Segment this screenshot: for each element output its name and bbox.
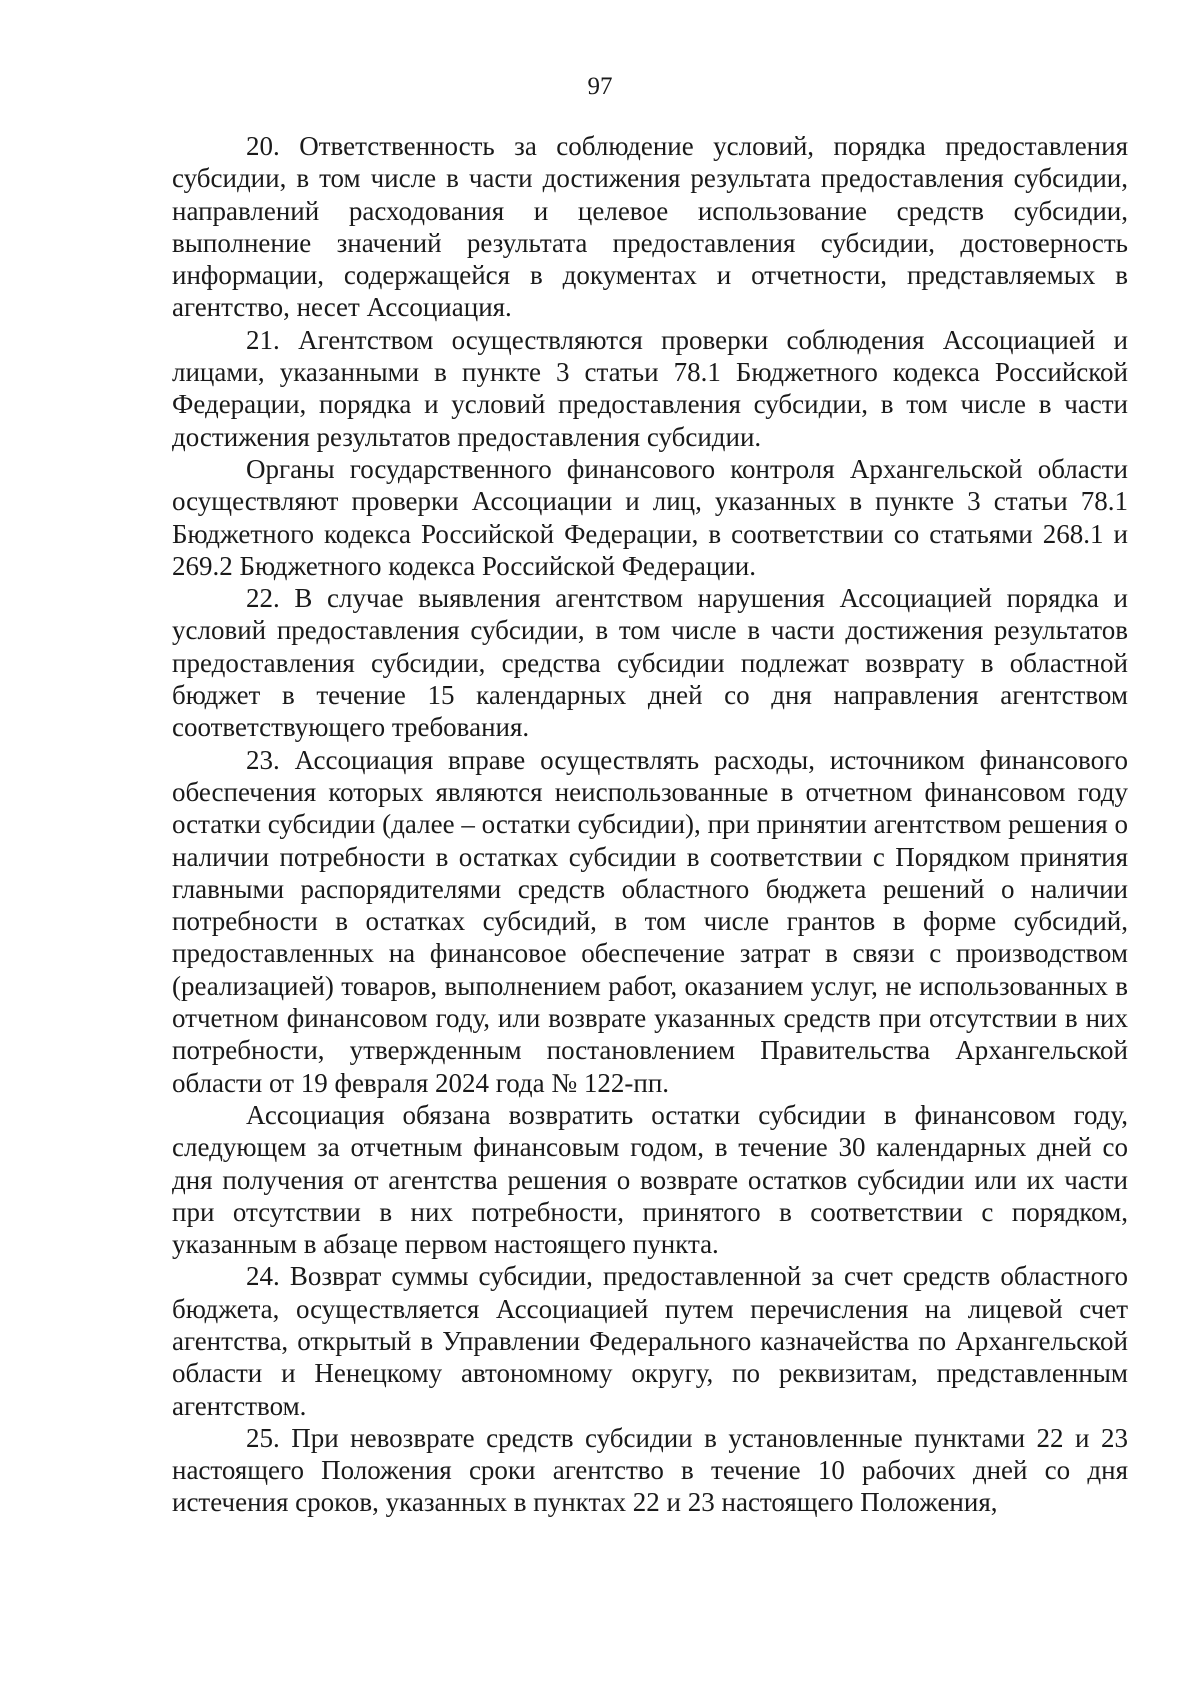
paragraph-21: 21. Агентством осуществляются проверки соблюдения Ассоциацией и лицами, указанными в пункте 3 статьи 78.1 Бюджетного кодекса Российской Федерации, порядка и условий предоставления субсидии, в том числе в части достижения результатов предоставления субсидии. (172, 324, 1128, 452)
paragraph-22: 22. В случае выявления агентством нарушения Ассоциацией порядка и условий предоставления субсидии, в том числе в части достижения результатов предоставления субсидии, средства субсидии подлежат возврату в областной бюджет в течение 15 календарных дней со дня направления агентством соответствующего требования. (172, 583, 1128, 743)
paragraph-23-return: Ассоциация обязана возвратить остатки субсидии в финансовом году, следующем за отчетным финансовым годом, в течение 30 календарных дней со дня получения от агентства решения о возврате остатков субсидии или их части при отсутствии в них потребности, принятого в соответствии с порядком, указанным в абзаце первом настоящего пункта. (172, 1099, 1128, 1260)
paragraph-20: 20. Ответственность за соблюдение условий, порядка предоставления субсидии, в том числе в части достижения результата предоставления субсидии, направлений расходования и целевое использование средств субсидии, выполнение значений результата предоставления субсидии, достоверность информации, содержащейся в документах и отчетности, представляемых в агентство, несет Ассоциация. (172, 131, 1128, 323)
page-number: 97 (587, 73, 613, 100)
paragraph-24: 24. Возврат суммы субсидии, предоставленной за счет средств областного бюджета, осуществляется Ассоциацией путем перечисления на лицевой счет агентства, открытый в Управлении Федерального казначейства по Архангельской области и Ненецкому автономному округу, по реквизитам, представленным агентством. (172, 1261, 1128, 1421)
paragraph-25: 25. При невозврате средств субсидии в установленные пунктами 22 и 23 настоящего Положения сроки агентство в течение 10 рабочих дней со дня истечения сроков, указанных в пунктах 22 и 23 настоящего Положения, (172, 1422, 1128, 1518)
paragraph-23: 23. Ассоциация вправе осуществлять расходы, источником финансового обеспечения которых являются неиспользованные в отчетном финансовом году остатки субсидии (далее – остатки субсидии), при принятии агентством решения о наличии потребности в остатках субсидии в соответствии с Порядком принятия главными распорядителями средств областного бюджета решений о наличии потребности в остатках субсидий, в том числе грантов в форме субсидий, предоставленных на финансовое обеспечение затрат в связи с производством (реализацией) товаров, выполнением работ, оказанием услуг, не использованных в отчетном финансовом году, или возврате указанных средств при отсутствии в них потребности, утвержденным постановлением Правительства Архангельской области от 19 февраля 2024 года № 122-пп. (172, 744, 1128, 1098)
document-body (172, 130, 1128, 1519)
paragraph-21-control: Органы государственного финансового контроля Архангельской области осуществляют проверки Ассоциации и лиц, указанных в пункте 3 статьи 78.1 Бюджетного кодекса Российской Федерации, в соответствии со статьями 268.1 и 269.2 Бюджетного кодекса Российской Федерации. (172, 453, 1128, 581)
